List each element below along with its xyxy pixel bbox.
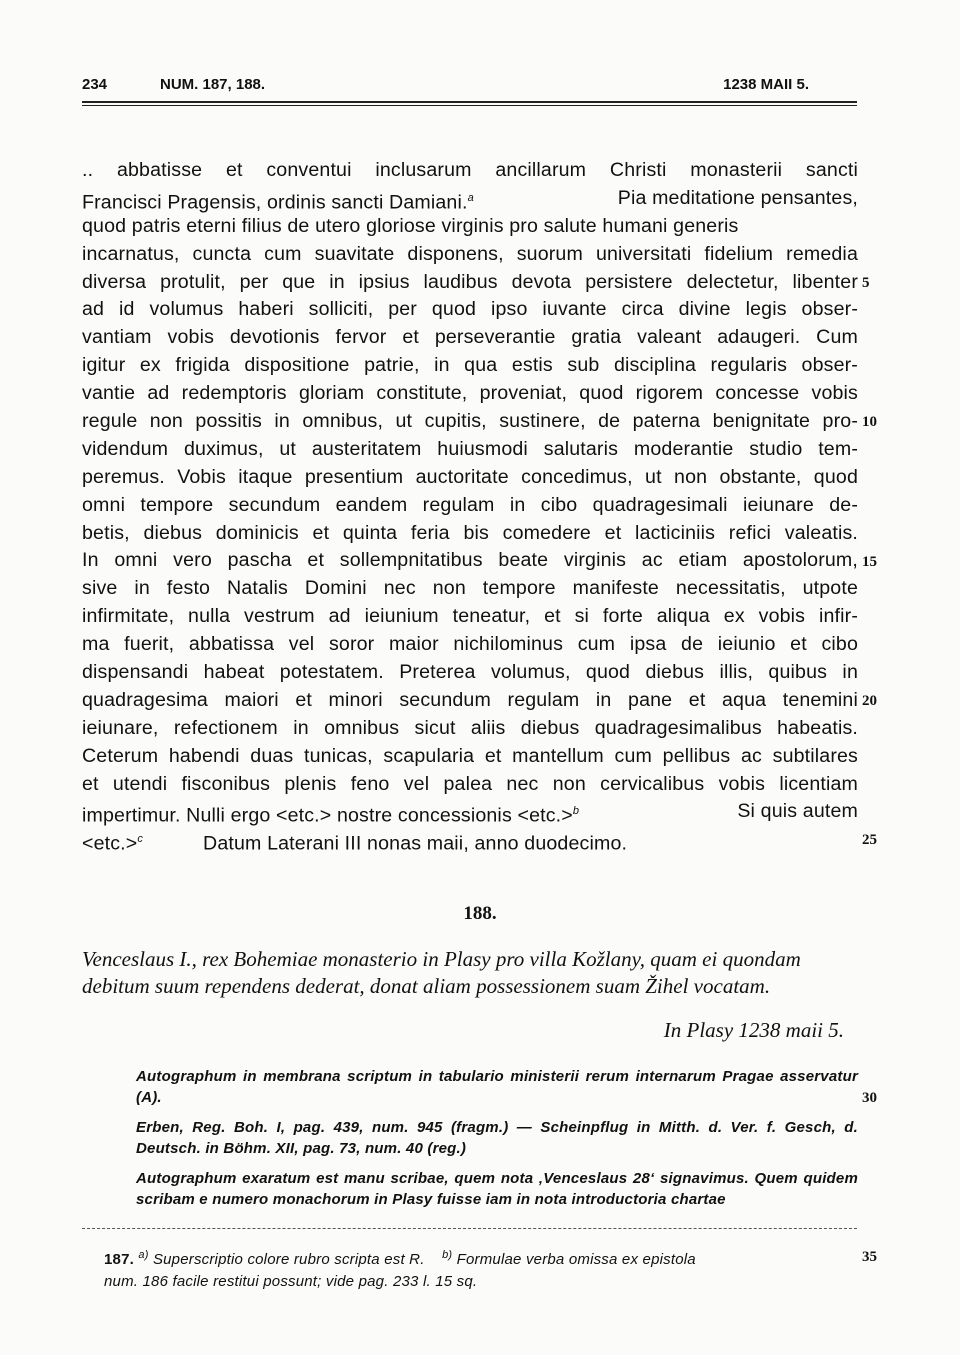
- archival-notes: [136, 1066, 858, 1219]
- footnote-separator: [82, 1228, 857, 1229]
- footnote-b: Formulae verba omissa ex epistola: [456, 1251, 696, 1268]
- footnote-mark: a): [138, 1249, 149, 1261]
- footnote-mark: c: [137, 833, 144, 846]
- line-number: 35: [862, 1249, 877, 1265]
- text-line: quadragesima maiori et minori secundum regulam in pane et aqua tenemini: [82, 688, 858, 711]
- note-paragraph: Autographum in membrana scriptum in tabulario ministerii rerum internarum Pragae asservatur (A).: [136, 1068, 858, 1106]
- dating-clause: Datum Laterani III nonas maii, anno duodecimo.: [203, 832, 628, 855]
- text-line: sive in festo Natalis Domini nec non tempore manifeste necessitatis, utpote: [82, 577, 858, 600]
- text-line: ma fuerit, abbatissa vel soror maior nichilominus cum ipsa de ieiunio et cibo: [82, 633, 858, 656]
- text-line: ieiunare, refectionem in omnibus sicut aliis diebus quadragesimalibus habeatis.: [82, 716, 858, 739]
- header-rule: [82, 101, 857, 103]
- footnote-doc-number: 187.: [104, 1251, 134, 1268]
- text-line: betis, diebus dominicis et quinta feria bis comedere et lacticiniis refici valeatis.: [82, 521, 858, 544]
- text-line: impertimur. Nulli ergo <etc.> nostre concessionis <etc.>$^b$ Si quis autem: [82, 800, 858, 828]
- text-line: peremus. Vobis itaque presentium auctoritate concedimus, ut non obstante, quod: [82, 465, 858, 488]
- regest-summary: Venceslaus I., rex Bohemiae monasterio in Plasy pro villa Kožlany, quam ei quondam debitum suum rependens dederat, donat aliam possessionem suam Žihel vocatam.: [82, 947, 801, 998]
- text-line: diversa protulit, per que in ipsius laudibus devota persistere delectetur, libenter: [82, 270, 858, 293]
- text-line: videndum duximus, ut austeritatem huiusmodi salutaris moderantie studio tem-: [82, 437, 858, 460]
- footnote-line: num. 186 facile restitui possunt; vide pag. 233 l. 15 sq.: [104, 1273, 478, 1290]
- line-number: 5: [862, 275, 870, 291]
- text-line-continuation: Pia meditatione pensantes,: [617, 186, 858, 209]
- line-number: 15: [862, 554, 877, 570]
- text-line: infirmitate, nulla vestrum ad ieiunium teneatur, et si forte aliqua ex vobis infir-: [82, 605, 858, 628]
- footnote-mark: b): [442, 1249, 453, 1261]
- footnote-mark: b: [572, 805, 580, 818]
- document-number: 188.: [463, 903, 497, 924]
- text-line: regule non possitis in omnibus, ut cupitis, sustinere, de paterna benignitate pro-: [82, 410, 858, 433]
- page-number: 234: [82, 76, 108, 93]
- footnotes: [104, 1244, 858, 1293]
- text-line: ad id volumus haberi solliciti, per quod ipso iuvante circa divine legis obser-: [82, 298, 858, 321]
- running-header: [82, 76, 857, 98]
- text-line: <etc.>$^c$ Datum Laterani III nonas maii, anno duodecimo.: [82, 832, 628, 855]
- text-line: omni tempore secundum eandem regulam in cibo quadragesimali ieiunare de-: [82, 493, 858, 516]
- text-line: Francisci Pragensis, ordinis sancti Damiani.$^a$ Pia meditatione pensantes,: [82, 186, 858, 214]
- text-line: Ceterum habendi duas tunicas, scapularia et mantellum cum pellibus ac subtilares: [82, 744, 858, 767]
- text-line: igitur ex frigida dispositione patrie, in qua estis sub disciplina regularis obser-: [82, 354, 858, 377]
- document-numbers: NUM. 187, 188.: [160, 76, 266, 93]
- text-line: vantiam vobis devotionis fervor et perseverantie gratia valeant adaugeri. Cum: [82, 326, 858, 349]
- footnote-mark: a: [467, 191, 474, 204]
- header-rule-thin: [82, 105, 857, 106]
- line-number: 20: [862, 693, 877, 709]
- text-line: dispensandi habeat potestatem. Preterea volumus, quod diebus illis, quibus in: [82, 661, 858, 684]
- text-line: et utendi fisconibus plenis feno vel palea nec non cervicalibus vobis licentiam: [82, 772, 858, 795]
- text-line: vantie ad redemptoris gloriam constitute, proveniat, quod rigorem concesse vobis: [82, 382, 858, 405]
- charter-text: [82, 157, 858, 854]
- note-paragraph: Autographum exaratum est manu scribae, quem nota ‚Venceslaus 28‘ signavimus. Quem quidem scribam e numero monachorum in Plasy fuisse iam in nota introductoria chartae: [136, 1170, 858, 1208]
- line-number: 25: [862, 832, 877, 848]
- footnote-a: Superscriptio colore rubro scripta est R.: [152, 1251, 425, 1268]
- header-date: 1238 MAII 5.: [723, 76, 809, 93]
- place-and-date: In Plasy 1238 maii 5.: [663, 1018, 844, 1042]
- line-number: 30: [862, 1090, 877, 1106]
- text-line: In omni vero pascha et sollempnitatibus beate virginis ac etiam apostolorum,: [82, 549, 858, 572]
- note-paragraph: Erben, Reg. Boh. I, pag. 439, num. 945 (fragm.) — Scheinpflug in Mitth. d. Ver. f. Gesch, d. Deutsch. in Böhm. XII, pag. 73, num. 40 (reg.): [136, 1119, 858, 1157]
- text-line-continuation: Si quis autem: [737, 800, 858, 823]
- text-line: quod patris eterni filius de utero gloriose virginis pro salute humani generis: [82, 214, 739, 237]
- text-line: .. abbatisse et conventui inclusarum ancillarum Christi monasterii sancti: [82, 159, 858, 181]
- line-number: 10: [862, 414, 877, 430]
- text-line: incarnatus, cuncta cum suavitate disponens, suorum universitati fidelium remedia: [82, 242, 858, 265]
- footnote-line: [104, 1244, 858, 1271]
